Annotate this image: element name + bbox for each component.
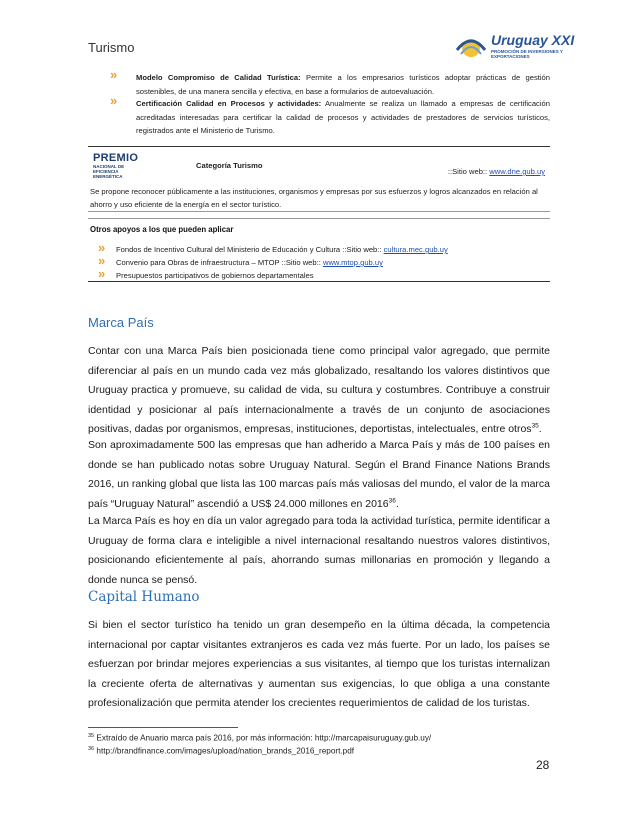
otros-item-text: Convenio para Obras de infraestructura – MTOP ::Sitio web::	[116, 258, 323, 267]
footnote-divider	[88, 727, 238, 728]
marca-pais-heading: Marca País	[88, 315, 154, 330]
otros-apoyos-section	[88, 218, 550, 282]
bullet-title: Modelo Compromiso de Calidad Turística:	[136, 73, 301, 82]
marca-pais-paragraph-3: La Marca País es hoy en día un valor agregado para toda la actividad turística, permite identificar a Uruguay de forma clara e inteligible a nivel internacional resaltando nuestros valores distintivos, posicionando eficientemente al país, ahorrando sumas millonarias en promoción y llegando a donde nunca se pensó.	[88, 515, 550, 586]
footnote-text: http://brandfinance.com/images/upload/nation_brands_2016_report.pdf	[94, 746, 355, 756]
paragraph-text: Contar con una Marca País bien posicionada tiene como principal valor agregado, que permite diferenciar al país en un mundo cada vez más globalizado, resaltando los valores distintivos que Uruguay practica y promueve, su calidad de vida, su cultura y costumbres. Contribuye a construir identidad y posicionar al país internacionalmente a través de un conjunto de asociaciones positivas, dadas por organismos, empresas, instituciones, deportistas, intelectuales, entre otros	[88, 345, 550, 436]
paragraph-end: .	[395, 497, 399, 510]
bullet-certificacion	[136, 97, 550, 138]
logo-name: Uruguay XXI	[491, 32, 575, 48]
footnote-ref: 35	[531, 422, 539, 430]
paragraph-text: Son aproximadamente 500 las empresas que han adherido a Marca País y más de 100 países en donde se han publicado notas sobre Uruguay Natural. Según el Brand Finance Nations Brands 2016, un ranking global que lista las 100 marcas país más valiosas del mundo, el valor de la marca país “Uruguay Natural” ascendió a US$ 24.000 millones en 2016	[88, 439, 550, 510]
marca-pais-paragraph-1	[88, 342, 550, 440]
premio-web-link[interactable]: www.dne.gub.uy	[489, 167, 545, 176]
bullet-icon: »	[98, 253, 106, 268]
bullet-icon: »	[110, 93, 118, 108]
footnote-35	[88, 733, 431, 743]
premio-web	[448, 167, 545, 176]
bullet-text: Permite a los empresarios turísticos adoptar prácticas de gestión sostenibles, de una manera sencilla y efectiva, en base a formularios de autoevaluación.	[136, 73, 550, 96]
otros-item	[116, 258, 383, 267]
paragraph-end: .	[538, 423, 542, 436]
bullet-icon: »	[98, 266, 106, 281]
otros-item	[116, 245, 448, 254]
footnote-number: 36	[88, 746, 95, 752]
capital-humano-paragraph: Si bien el sector turístico ha tenido un gran desempeño en la última década, la competencia internacional por captar visitantes extranjeros es cada vez más fuerte. Por un lado, los países se esfuerzan por brindar mejores experiencias a sus visitantes, al tiempo que los turistas internalizan la creciente oferta de alternativas y aumentan sus exigencias, lo que obliga a una constante profesionalización que permita atender los crecientes requerimientos de calidad de los turistas.	[88, 619, 550, 710]
header-title: Turismo	[88, 40, 135, 55]
otros-item-link[interactable]: cultura.mec.gub.uy	[383, 245, 448, 254]
uruguay-xxi-logo	[455, 30, 575, 64]
otros-item-link[interactable]: www.mtop.gub.uy	[322, 258, 383, 267]
premio-logo	[93, 153, 145, 179]
premio-logo-small: NACIONAL DE EFICIENCIA ENERGÉTICA	[93, 164, 125, 179]
bullet-modelo	[136, 71, 550, 98]
footnote-ref: 36	[388, 497, 396, 505]
capital-humano-heading: Capital Humano	[88, 589, 200, 605]
otros-item-text: Presupuestos participativos de gobiernos departamentales	[116, 271, 314, 280]
footnote-36	[88, 746, 354, 756]
otros-item-text: Fondos de Incentivo Cultural del Ministerio de Educación y Cultura ::Sitio web::	[116, 245, 384, 254]
marca-pais-paragraph-2	[88, 436, 550, 514]
bullet-icon: »	[110, 67, 118, 82]
bullet-text: Anualmente se realiza un llamado a empresas de certificación acreditadas interesadas para certificar la calidad de procesos y actividades de prestadores de servicios turísticos, registrados ante el Ministerio de Turismo.	[136, 99, 550, 135]
premio-logo-big: PREMIO	[93, 152, 139, 164]
premio-category: Categoría Turismo	[196, 161, 263, 170]
otros-item	[116, 271, 314, 280]
page-number: 28	[536, 758, 550, 772]
footnote-number: 35	[88, 733, 95, 739]
logo-emblem-icon	[455, 30, 487, 62]
premio-description: Se propone reconocer públicamente a las instituciones, organismos y empresas por sus esfuerzos y logros alcanzados en relación al ahorro y uso eficiente de la energía en el sector turístico.	[90, 187, 538, 209]
bullet-icon: »	[98, 240, 106, 255]
footnote-text: Extraído de Anuario marca país 2016, por más información: http://marcapaisuruguay.gub.uy/	[94, 733, 432, 743]
web-prefix: ::Sitio web::	[447, 167, 490, 176]
logo-subtitle: PROMOCIÓN DE INVERSIONES Y EXPORTACIONES	[491, 49, 563, 59]
bullet-title: Certificación Calidad en Procesos y actividades:	[136, 99, 322, 108]
premio-section	[88, 146, 550, 212]
otros-title: Otros apoyos a los que pueden aplicar	[90, 225, 234, 234]
